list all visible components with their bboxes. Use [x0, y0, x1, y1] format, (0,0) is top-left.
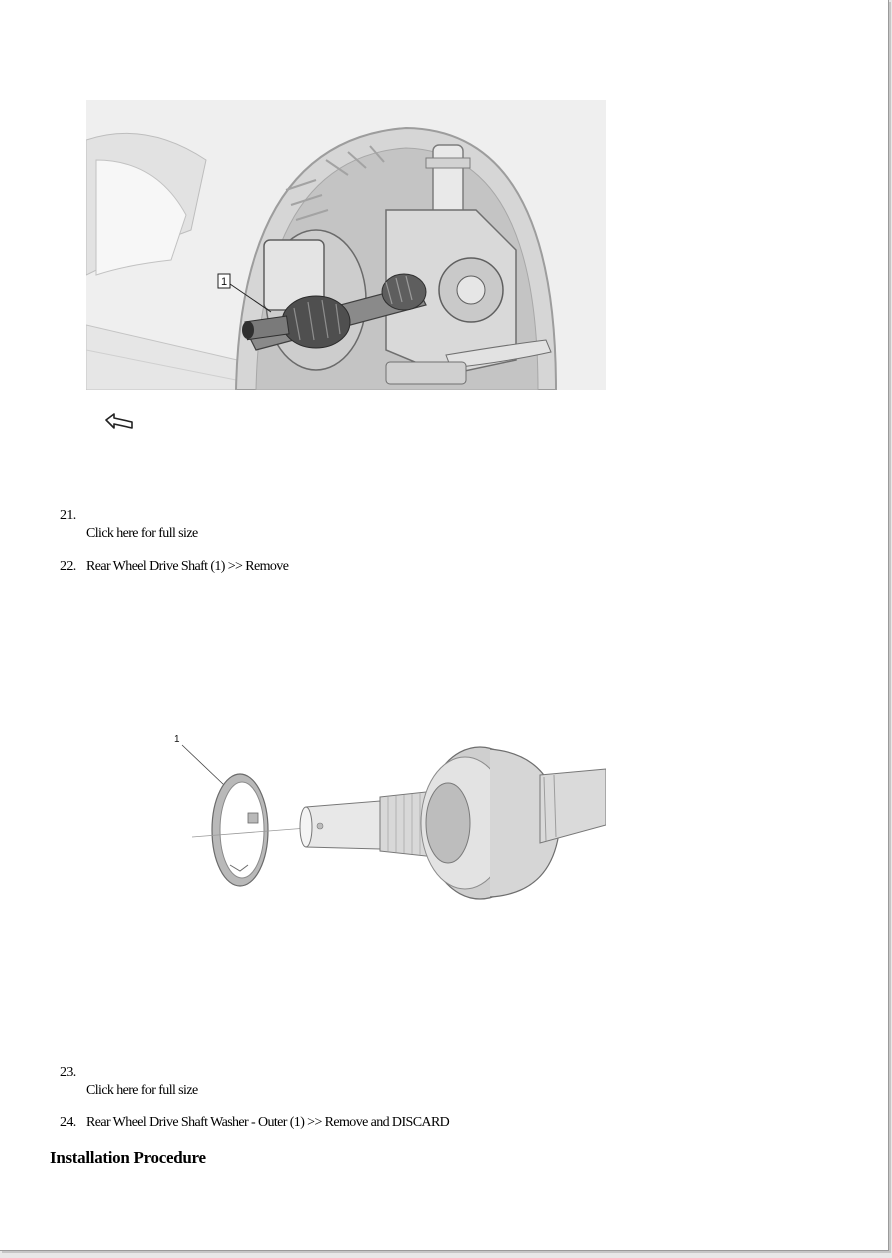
washer-illustration: [160, 725, 606, 905]
step-number: 21.: [60, 508, 76, 523]
back-arrow-icon[interactable]: [104, 412, 136, 434]
step-number: 24.: [60, 1115, 76, 1130]
figure-callout-label: 1: [174, 734, 180, 745]
step-23: [60, 1064, 86, 1082]
step-number: 22.: [60, 559, 76, 574]
full-size-link[interactable]: Click here for full size: [86, 1083, 198, 1098]
step-text: Rear Wheel Drive Shaft (1) >> Remove: [86, 559, 289, 574]
section-heading: Installation Procedure: [50, 1148, 206, 1167]
step-number: 23.: [60, 1065, 76, 1080]
drive-shaft-illustration: [86, 100, 606, 390]
full-size-link[interactable]: Click here for full size: [86, 526, 198, 541]
step-24: [60, 1114, 449, 1132]
step-22: [60, 558, 288, 576]
step-text: Rear Wheel Drive Shaft Washer - Outer (1) >> Remove and DISCARD: [86, 1115, 450, 1130]
figure-callout-label: 1: [220, 276, 228, 288]
step-21: [60, 507, 86, 525]
